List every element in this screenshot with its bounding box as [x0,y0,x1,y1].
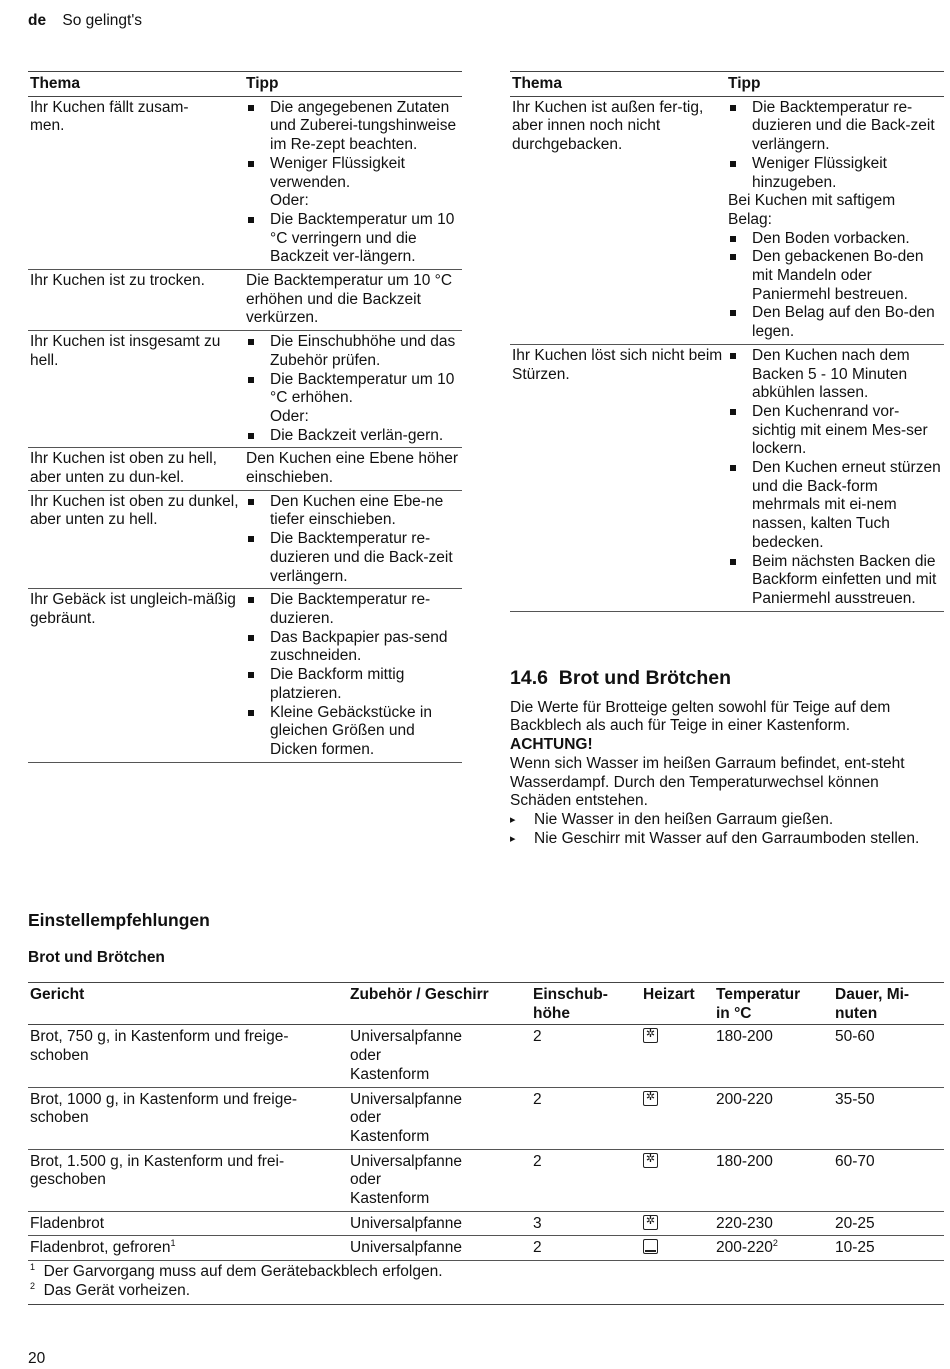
tip-list-item: Den Boden vorbacken. [728,230,942,249]
tip-list-note: Oder: [270,407,309,425]
cell-gericht [28,1236,348,1261]
cell-zubehoer: Universalpfanne oder Kastenform [348,1025,531,1087]
tip-list-item: Kleine Gebäckstücke in gleichen Größen und Dicken formen. [246,704,460,760]
footnotes [28,1261,944,1304]
cell-dauer: 35-50 [833,1087,944,1149]
tip-thema: Ihr Kuchen löst sich nicht beim Stürzen. [510,344,726,611]
cell-einschub: 2 [531,1236,641,1261]
tip-list-item: Den Kuchenrand vor-sichtig mit einem Mes-ser lockern. [728,403,942,459]
column-header-heizart: Heizart [641,983,714,1025]
tip-list-item: Die Backtemperatur re-duzieren. [246,591,460,628]
cell-dauer: 20-25 [833,1211,944,1236]
tip-thema: Ihr Kuchen ist außen fer-tig, aber innen noch nicht durchgebacken. [510,96,726,344]
tip-list [246,591,460,759]
tip-tipp: Die Backtemperatur um 10 °C erhöhen und die Backzeit verkürzen. [244,270,462,331]
footnote [30,1282,942,1301]
column-header-gericht: Gericht [28,983,348,1025]
temperatur-text: 200-220 [716,1090,773,1108]
cell-temperatur [714,1236,833,1261]
tip-list [246,493,460,587]
tip-list-item: Die angegebenen Zutaten und Zuberei-tungshinweise im Re-zept beachten. [246,99,460,155]
tip-list [246,99,460,267]
tip-tipp [726,344,944,611]
temperatur-text: 200-220 [716,1239,773,1257]
cell-temperatur [714,1087,833,1149]
tip-list [728,99,942,342]
cell-gericht [28,1025,348,1087]
language-code: de [28,12,47,29]
cell-heizart [641,1149,714,1211]
cell-heizart [641,1025,714,1087]
tip-tipp [244,490,462,589]
temperatur-text: 220-230 [716,1214,773,1232]
column-header-tipp: Tipp [726,72,944,97]
warning-label: ACHTUNG! [510,736,593,754]
section-intro: Die Werte für Brotteige gelten sowohl für Teige auf dem Backblech als auch für Teige in einer Kastenform. [510,698,891,735]
recipe-row [28,1211,944,1236]
column-header-zubehoer: Zubehör / Geschirr [348,983,531,1025]
cell-dauer: 50-60 [833,1025,944,1087]
recipe-row [28,1087,944,1149]
tip-list-item: Die Backtemperatur um 10 °C verringern und die Backzeit ver-längern. [246,211,460,267]
cell-heizart [641,1236,714,1261]
tips-table-right-body [510,96,944,611]
fan-heat-icon [643,1091,658,1106]
tip-tipp [244,589,462,762]
fan-heat-icon [643,1215,658,1230]
gericht-text: Brot, 1.500 g, in Kastenform und frei-geschoben [30,1152,285,1189]
tips-table-left [28,71,462,763]
tip-row [510,96,944,344]
section-brot [510,669,944,848]
cell-dauer: 60-70 [833,1149,944,1211]
footnote-ref: 2 [772,1238,778,1249]
tip-thema: Ihr Gebäck ist ungleich-mäßig gebräunt. [28,589,244,762]
cell-heizart [641,1087,714,1149]
cell-einschub: 2 [531,1025,641,1087]
tip-list [728,347,942,609]
recipe-row [28,1149,944,1211]
tip-list-item: Die Backtemperatur um 10 °C erhöhen. [246,371,460,408]
cell-heizart [641,1211,714,1236]
section-number: 14.6 [510,667,548,689]
tip-row [28,589,462,762]
tip-list-item: Die Einschubhöhe und das Zubehör prüfen. [246,333,460,370]
tips-table-right [510,71,944,612]
tip-tipp: Den Kuchen eine Ebene höher einschieben. [244,448,462,490]
tip-tipp [244,331,462,448]
tips-table-left-body [28,96,462,762]
recipe-row [28,1236,944,1261]
tip-thema: Ihr Kuchen ist zu trocken. [28,270,244,331]
tip-list-item: Weniger Flüssigkeit verwenden. [246,155,460,192]
tip-list-item: Den Kuchen erneut stürzen und die Back-form mehrmals mit ei-nem nassen, kalten Tuch bedecken. [728,459,942,553]
tip-list-item: Das Backpapier pas-send zuschneiden. [246,629,460,666]
column-header-thema: Thema [28,72,244,97]
tip-tipp [726,96,944,344]
cell-gericht [28,1087,348,1149]
tip-row [510,344,944,611]
page-number: 20 [28,1350,46,1367]
section-heading [510,669,944,688]
tip-row [28,490,462,589]
tip-row [28,96,462,269]
footnote-ref: 1 [170,1238,176,1249]
tip-thema: Ihr Kuchen ist insgesamt zu hell. [28,331,244,448]
cell-gericht [28,1211,348,1236]
cell-zubehoer: Universalpfanne oder Kastenform [348,1149,531,1211]
tip-list-item: Weniger Flüssigkeit hinzugeben. [728,155,942,192]
cell-einschub: 2 [531,1087,641,1149]
tip-row [28,270,462,331]
footnote-text: Der Garvorgang muss auf dem Gerätebackblech erfolgen. [43,1263,443,1281]
cell-temperatur [714,1211,833,1236]
cell-zubehoer: Universalpfanne [348,1236,531,1261]
tip-list-item: Den Kuchen nach dem Backen 5 - 10 Minuten abkühlen lassen. [728,347,942,403]
cell-zubehoer: Universalpfanne oder Kastenform [348,1087,531,1149]
gericht-text: Fladenbrot, gefroren [30,1239,171,1257]
recommendations-heading: Einstellempfehlungen [28,910,210,930]
cell-temperatur [714,1149,833,1211]
tip-tipp [244,96,462,269]
recipe-row [28,1025,944,1087]
footnote-mark: 1 [30,1262,36,1273]
recommendations-body [28,1025,944,1261]
column-header-tipp: Tipp [244,72,462,97]
gericht-text: Fladenbrot [30,1214,105,1232]
footnote-mark: 2 [30,1280,36,1291]
footnote-text: Das Gerät vorheizen. [43,1281,191,1299]
tip-row [28,448,462,490]
cell-zubehoer: Universalpfanne [348,1211,531,1236]
cell-einschub: 3 [531,1211,641,1236]
tip-list-item: Beim nächsten Backen die Backform einfetten und mit Paniermehl ausstreuen. [728,553,942,609]
chapter-title: So gelingt's [62,12,143,29]
tip-list-note: Oder: [270,192,309,210]
warning-step: ▸ Nie Wasser in den heißen Garraum gießen. [510,811,944,830]
temperatur-text: 180-200 [716,1028,773,1046]
tip-list-item: Die Backzeit verlän-gern. [246,427,460,446]
recommendations-subheading: Brot und Brötchen [28,949,165,966]
tip-row [28,331,462,448]
cell-einschub: 2 [531,1149,641,1211]
tip-list-item: Die Backtemperatur re-duzieren und die Back-zeit verlängern. [728,99,942,155]
cell-temperatur [714,1025,833,1087]
fan-heat-icon [643,1028,658,1043]
tip-list-item: Die Backtemperatur re-duzieren und die Back-zeit verlängern. [246,530,460,586]
tip-list-item: Den Kuchen eine Ebe-ne tiefer einschieben. [246,493,460,530]
fan-heat-icon [643,1153,658,1168]
cell-dauer: 10-25 [833,1236,944,1261]
tip-thema: Ihr Kuchen ist oben zu hell, aber unten zu dun-kel. [28,448,244,490]
tip-thema: Ihr Kuchen fällt zusam- men. [28,96,244,269]
column-header-temperatur: Temperatur in °C [714,983,833,1025]
footnote [30,1263,942,1282]
column-header-thema: Thema [510,72,726,97]
bottom-heat-icon [643,1239,658,1254]
tip-list-item: Den Belag auf den Bo-den legen. [728,304,942,341]
section-title: Brot und Brötchen [558,667,732,689]
temperatur-text: 180-200 [716,1152,773,1170]
tip-list-item: Die Backform mittig platzieren. [246,666,460,703]
tip-thema: Ihr Kuchen ist oben zu dunkel, aber unten zu hell. [28,490,244,589]
tip-list-note: Bei Kuchen mit saftigem Belag: [728,192,896,228]
recommendations-table [28,982,944,1305]
gericht-text: Brot, 1000 g, in Kastenform und freige-schoben [30,1090,298,1127]
warning-text: Wenn sich Wasser im heißen Garraum befindet, ent-steht Wasserdampf. Durch den Temperaturwechsel können Schäden entstehen. [510,754,905,810]
warning-step: ▸ Nie Geschirr mit Wasser auf den Garraumboden stellen. [510,830,944,849]
column-header-dauer: Dauer, Mi- nuten [833,983,944,1025]
column-header-einschub: Einschub- höhe [531,983,641,1025]
cell-gericht [28,1149,348,1211]
gericht-text: Brot, 750 g, in Kastenform und freige-schoben [30,1028,289,1065]
page-header [28,12,142,31]
warning-steps [510,811,944,848]
tip-list [246,333,460,445]
tip-list-item: Den gebackenen Bo-den mit Mandeln oder Paniermehl bestreuen. [728,248,942,304]
